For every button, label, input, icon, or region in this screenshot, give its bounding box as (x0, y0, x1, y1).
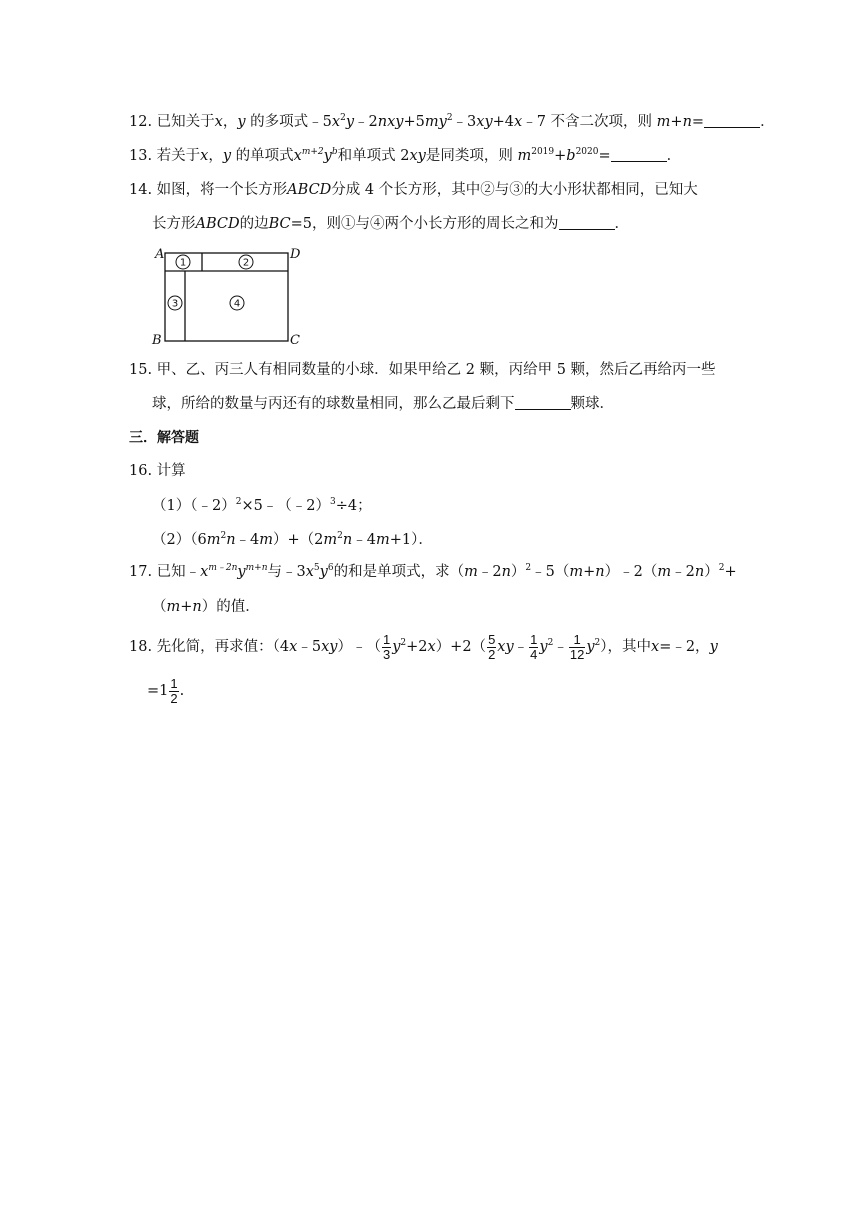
question-number: 16. (129, 463, 153, 479)
section-title: 三．解答题 (129, 430, 199, 446)
corner-d-label: D (290, 247, 301, 262)
answer-blank (559, 215, 615, 230)
svg-text:4: 4 (233, 298, 241, 310)
question-number: 13. (129, 148, 153, 164)
question-number: 15. (129, 362, 153, 378)
question-13: 13. 若关于x，y 的单项式$x^{m+2}y^b$和单项式 2xy是同类项，则 $m^{2019}+b^{2020}=$ ． (129, 147, 682, 164)
fraction-five-halves: $\frac{5}{2}$ (488, 631, 496, 662)
svg-text:2: 2 (242, 257, 250, 269)
corner-a-label: A (155, 247, 165, 262)
question-14-line2: 长方形ABCD的边BC=5，则①与④两个小长方形的周长之和为 ． (152, 216, 630, 232)
question-number: 14. (129, 182, 153, 198)
fraction-one-half: $\frac{1}{2}$ (170, 675, 178, 706)
question-12: 12. 已知关于x，y 的多项式$﹣5x^2y﹣2nxy+5my^2﹣3xy+4x﹣7$ 不含二次项，则 m+n= ． (129, 113, 775, 130)
fraction-one-quarter: $\frac{1}{4}$ (530, 631, 538, 662)
question-18-line2: =1 $\frac{1}{2}$ . (147, 675, 185, 706)
question-17-line1: 17. 已知$﹣x^{m﹣2n}y^{m+n}$与$﹣3x^5y^6$的和是单项式，求（m﹣2n）$^2$﹣5（m+n）﹣2（m﹣2n）$^2$+ (129, 563, 737, 580)
question-17-line2: （m+n）的值． (152, 599, 260, 615)
question-number: 17. (129, 564, 153, 580)
answer-blank (704, 113, 760, 128)
question-18-line1: 18. 先化简，再求值：（4x﹣5xy）﹣（ $\frac{1}{3}$ $y^2+2x)+2$（ $\frac{5}{2}$ xy﹣ $\frac{1}{4}$ $y^2﹣$ $\frac{1}{12}$ $y^2$），其中x=﹣2，y (129, 631, 718, 662)
svg-text:3: 3 (171, 298, 179, 310)
rectangle-figure (148, 246, 308, 346)
question-14-line1: 14. 如图，将一个长方形ABCD分成 4 个长方形，其中②与③的大小形状都相同，已知大 (129, 182, 698, 198)
corner-c-label: C (290, 333, 300, 346)
question-16-title: 16. 计算 (129, 463, 186, 479)
question-16-part1: （1）（﹣2）$^2$×5﹣（﹣2）$^3$÷4； (152, 497, 372, 514)
fraction-one-third: $\frac{1}{3}$ (382, 631, 391, 662)
answer-blank (515, 395, 571, 410)
question-15-line2: 球，所给的数量与丙还有的球数量相同，那么乙最后剩下 颗球． (152, 396, 614, 412)
fraction-one-twelfth: $\frac{1}{12}$ (569, 631, 585, 662)
question-number: 12. (129, 114, 153, 130)
question-15-line1: 15. 甲、乙、丙三人有相同数量的小球．如果甲给乙 2 颗，丙给甲 5 颗，然后乙再给丙一些 (129, 362, 716, 378)
answer-blank (611, 147, 667, 162)
corner-b-label: B (152, 333, 162, 346)
svg-text:1: 1 (179, 257, 187, 269)
question-number: 18. (129, 639, 153, 655)
question-16-part2: $(2)(6m^2n﹣4m)+(2m^2n﹣4m+1)$． (152, 531, 433, 548)
